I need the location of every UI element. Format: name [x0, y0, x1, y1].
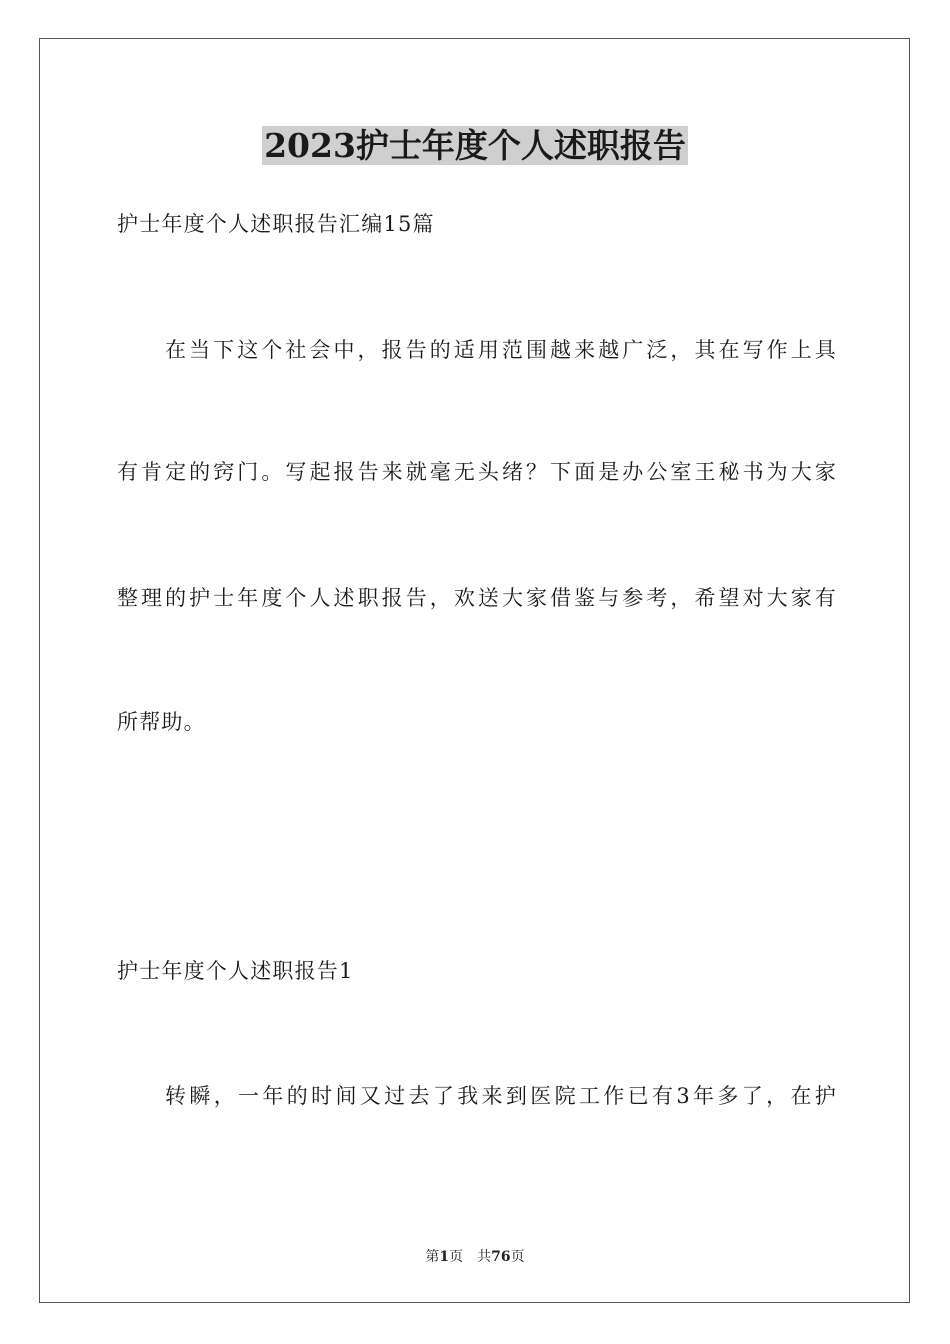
paragraph-line: 所帮助。 — [117, 710, 206, 734]
document-title-text: 2023护士年度个人述职报告 — [264, 126, 686, 165]
page-footer — [0, 1247, 950, 1267]
paragraph-line: 转瞬，一年的时间又过去了我来到医院工作已有3年多了，在护 — [165, 1084, 837, 1108]
document-subtitle: 护士年度个人述职报告汇编15篇 — [117, 212, 435, 236]
page-total: 76 — [491, 1249, 511, 1265]
total-suffix: 页 — [510, 1249, 525, 1265]
paragraph-line: 在当下这个社会中，报告的适用范围越来越广泛，其在写作上具 — [165, 338, 837, 362]
section-heading: 护士年度个人述职报告1 — [117, 959, 354, 983]
page-number: 1 — [439, 1249, 450, 1265]
page-suffix: 页 — [449, 1249, 464, 1265]
document-title — [0, 124, 950, 168]
paragraph-line: 整理的护士年度个人述职报告，欢送大家借鉴与参考，希望对大家有 — [117, 586, 837, 610]
page-prefix: 第 — [425, 1249, 440, 1265]
total-prefix: 共 — [477, 1249, 492, 1265]
paragraph-line: 有肯定的窍门。写起报告来就毫无头绪？下面是办公室王秘书为大家 — [117, 460, 837, 484]
